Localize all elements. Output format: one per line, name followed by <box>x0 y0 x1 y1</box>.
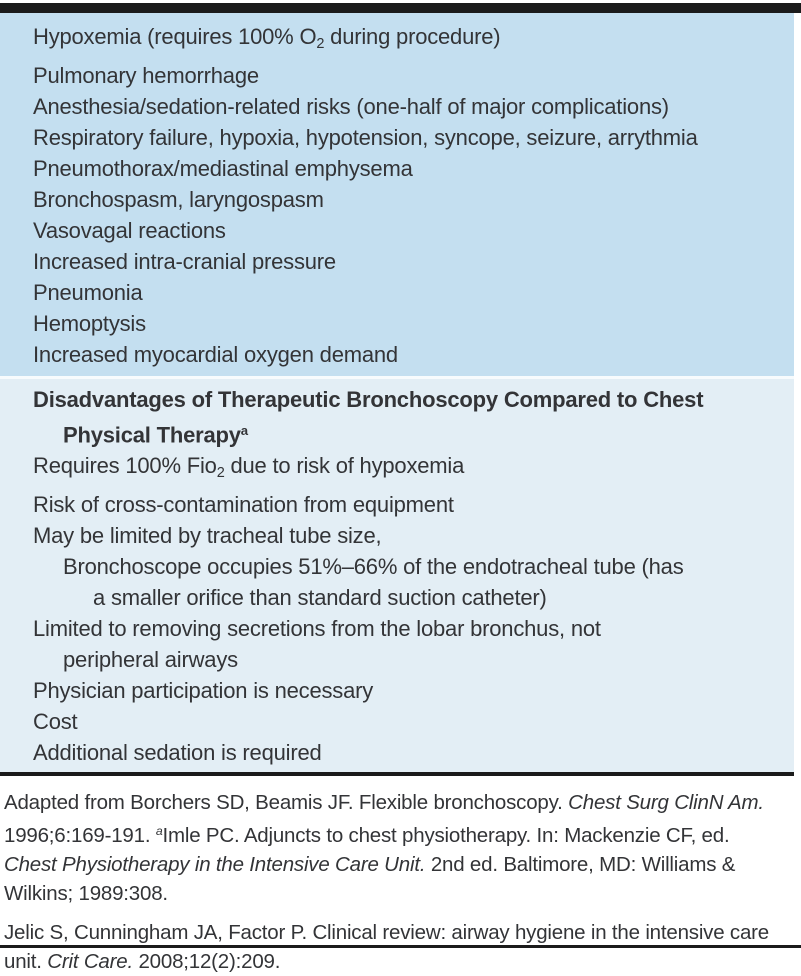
section-heading-line <box>0 415 788 450</box>
disadvantage-item <box>0 582 788 613</box>
disadvantages-heading <box>0 384 788 450</box>
text-segment: Vasovagal reactions <box>33 218 226 244</box>
text-segment: Bronchoscope occupies 51%–66% of the endotracheal tube (has <box>63 554 684 580</box>
text-segment: 2008;12(2):209. <box>132 950 281 974</box>
complication-item <box>0 184 788 215</box>
text-segment-italic: Chest Physiotherapy in the Intensive Care Unit. <box>4 853 426 877</box>
text-segment: Pneumothorax/mediastinal emphysema <box>33 156 413 182</box>
section-heading-line <box>0 384 788 415</box>
complication-item <box>0 21 788 60</box>
text-segment: due to risk of hypoxemia <box>224 453 465 479</box>
complication-item <box>0 339 788 370</box>
text-segment: May be limited by tracheal tube size, <box>33 523 382 549</box>
text-segment: Limited to removing secretions from the lobar bronchus, not <box>33 616 601 642</box>
disadvantage-item <box>0 520 788 551</box>
text-segment-italic: Crit Care. <box>47 950 133 974</box>
disadvantage-item <box>0 706 788 737</box>
text-segment-sup-italic: a <box>155 824 163 839</box>
text-segment: Jelic S, Cunningham JA, Factor P. Clinical review: airway hygiene in the intensive care <box>4 921 770 945</box>
table-top-border <box>0 3 801 13</box>
text-segment: 1996;6:169-191. <box>4 824 156 848</box>
footnote-line <box>4 947 797 976</box>
disadvantage-item <box>0 737 788 768</box>
disadvantage-item <box>0 551 788 582</box>
complication-item <box>0 91 788 122</box>
footnote-line <box>4 918 797 947</box>
text-segment: Hypoxemia (requires 100% O <box>33 24 317 49</box>
text-segment: Wilkins; 1989:308. <box>4 882 168 906</box>
disadvantages-section <box>0 379 794 772</box>
disadvantage-item <box>0 644 788 675</box>
text-segment: Increased myocardial oxygen demand <box>33 342 398 368</box>
complication-item <box>0 308 788 339</box>
text-segment: Imle PC. Adjuncts to chest physiotherapy. In: Mackenzie CF, ed. <box>162 824 730 848</box>
text-segment: Disadvantages of Therapeutic Bronchoscopy Compared to Chest <box>33 387 704 413</box>
footnote-line <box>4 788 797 817</box>
complication-item <box>0 246 788 277</box>
footnote-paragraph <box>4 788 797 908</box>
footnote-line <box>4 850 797 879</box>
text-segment: during procedure) <box>324 24 501 49</box>
complication-item <box>0 60 788 91</box>
text-segment-sub: 2 <box>216 465 225 482</box>
text-segment-sup: a <box>240 423 248 439</box>
text-segment: Cost <box>33 709 78 735</box>
text-segment: Physical Therapy <box>63 422 241 448</box>
bronchoscopy-table <box>0 13 794 776</box>
text-segment: Pneumonia <box>33 280 143 306</box>
text-segment: Adapted from Borchers SD, Beamis JF. Flexible bronchoscopy. <box>4 791 569 815</box>
complications-section <box>0 13 794 376</box>
complication-item <box>0 122 788 153</box>
text-segment: Increased intra-cranial pressure <box>33 249 336 275</box>
disadvantage-item <box>0 450 788 489</box>
text-segment: Physician participation is necessary <box>33 678 374 704</box>
text-segment-sub: 2 <box>316 36 325 53</box>
disadvantage-item <box>0 675 788 706</box>
text-segment: 2nd ed. Baltimore, MD: Williams & <box>425 853 736 877</box>
text-segment: Additional sedation is required <box>33 740 322 766</box>
page-bottom-border <box>0 945 801 948</box>
footnote-line <box>4 879 797 908</box>
text-segment: Anesthesia/sedation-related risks (one-half of major complications) <box>33 94 669 120</box>
complication-item <box>0 215 788 246</box>
footnote-line <box>4 817 797 850</box>
text-segment: a smaller orifice than standard suction catheter) <box>93 585 547 611</box>
complication-item <box>0 277 788 308</box>
text-segment: unit. <box>4 950 48 974</box>
disadvantage-item <box>0 489 788 520</box>
text-segment: Risk of cross-contamination from equipment <box>33 492 454 518</box>
text-segment: Respiratory failure, hypoxia, hypotension, syncope, seizure, arrythmia <box>33 125 698 151</box>
disadvantages-list <box>0 450 788 768</box>
disadvantage-item <box>0 613 788 644</box>
text-segment-italic: Chest Surg ClinN Am. <box>568 791 764 815</box>
text-segment: Bronchospasm, laryngospasm <box>33 187 324 213</box>
complication-item <box>0 153 788 184</box>
text-segment: peripheral airways <box>63 647 238 673</box>
text-segment: Requires 100% Fio <box>33 453 217 479</box>
text-segment: Hemoptysis <box>33 311 146 337</box>
text-segment: Pulmonary hemorrhage <box>33 63 259 89</box>
